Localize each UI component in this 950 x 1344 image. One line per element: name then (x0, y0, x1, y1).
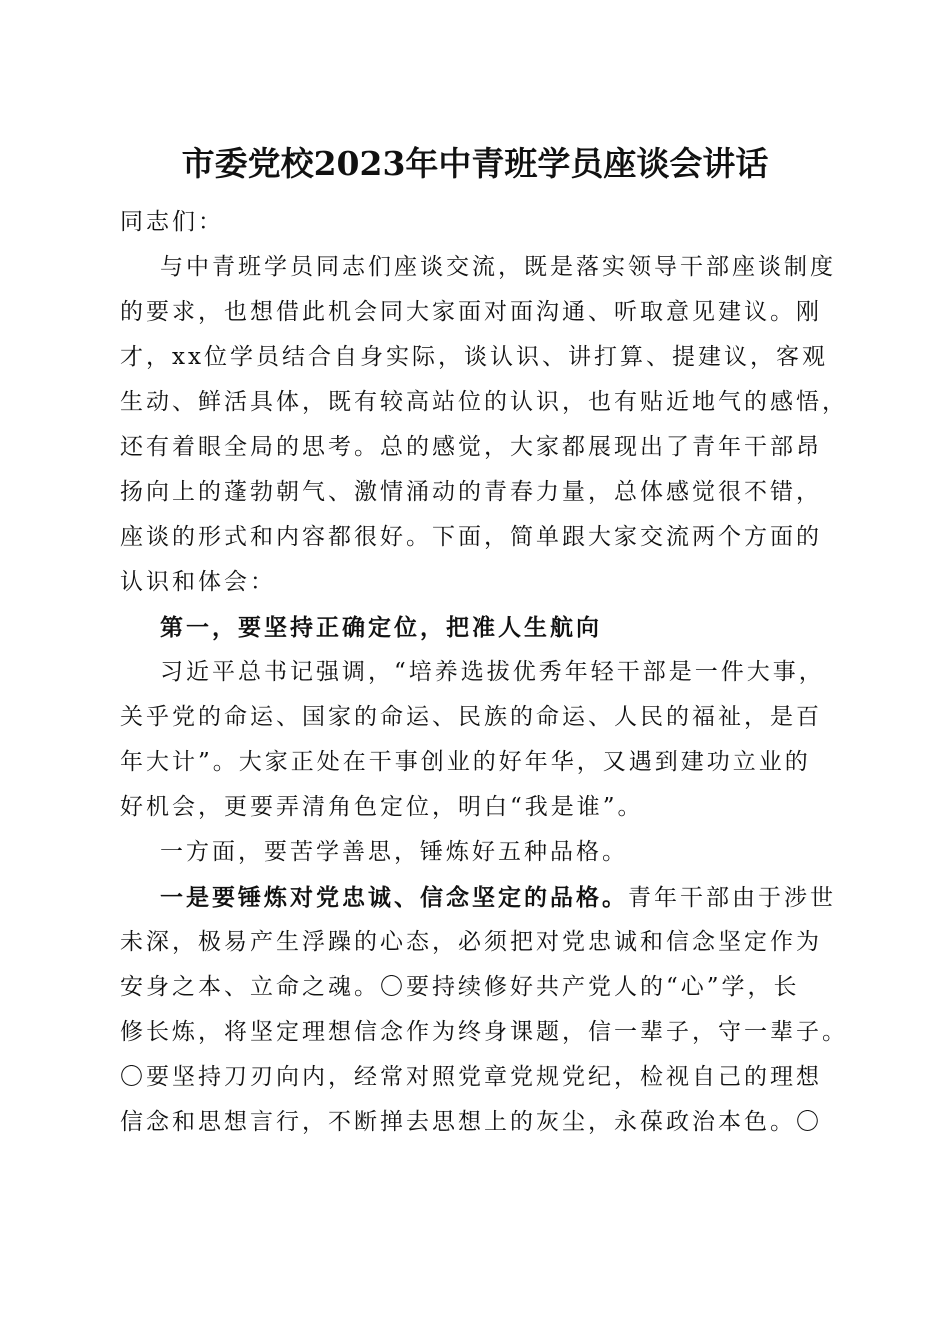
bold-heading: 一是要锤炼对党忠诚、信念坚定的品格。 (160, 884, 628, 911)
text-line (120, 830, 840, 875)
line-text: 的要求，也想借此机会同大家面对面沟通、听取意见建议。刚 (120, 299, 822, 325)
text-line (120, 200, 840, 245)
text-line (120, 425, 840, 470)
text-line (120, 1055, 840, 1100)
text-line (120, 920, 840, 965)
line-text: 修长炼，将坚定理想信念作为终身课题，信一辈子，守一辈子。 (120, 1019, 848, 1045)
text-line (120, 245, 840, 290)
document-body (120, 200, 848, 1145)
text-line (120, 875, 840, 920)
text-line (120, 560, 840, 605)
text-line (120, 380, 848, 425)
bold-heading: 第一，要坚持正确定位，把准人生航向 (160, 614, 602, 641)
line-text: 认识和体会： (120, 569, 276, 595)
text-line (120, 470, 840, 515)
line-text: 好机会，更要弄清角色定位，明白“我是谁”。 (120, 794, 644, 820)
line-text: 还有着眼全局的思考。总的感觉，大家都展现出了青年干部昂 (120, 434, 822, 460)
document-title: 市委党校2023年中青班学员座谈会讲话 (181, 144, 769, 183)
text-line (120, 695, 840, 740)
line-text: 习近平总书记强调，“培养选拔优秀年轻干部是一件大事， (160, 659, 825, 685)
line-text: 未深，极易产生浮躁的心态，必须把对党忠诚和信念坚定作为 (120, 929, 822, 955)
line-text: 信念和思想言行，不断掸去思想上的灰尘，永葆政治本色。〇 (120, 1109, 822, 1135)
text-line (120, 605, 840, 650)
text-line (120, 1010, 848, 1055)
text-line (120, 335, 840, 380)
text-line (120, 1100, 840, 1145)
text-line (120, 290, 840, 335)
text-line (120, 965, 840, 1010)
line-text: 一方面，要苦学善思，锤炼好五种品格。 (160, 839, 628, 865)
line-text: 生动、鲜活具体，既有较高站位的认识，也有贴近地气的感悟， (120, 389, 848, 415)
text-line (120, 785, 840, 830)
line-text: 与中青班学员同志们座谈交流，既是落实领导干部座谈制度 (160, 254, 836, 280)
text-line (120, 515, 840, 560)
line-text: 同志们： (120, 209, 224, 235)
line-text: 扬向上的蓬勃朝气、激情涌动的青春力量，总体感觉很不错， (120, 479, 822, 505)
line-text: 〇要坚持刀刃向内，经常对照党章党规党纪，检视自己的理想 (120, 1064, 822, 1090)
line-text: 年大计”。大家正处在干事创业的好年华，又遇到建功立业的 (120, 749, 811, 775)
line-text: 座谈的形式和内容都很好。下面，简单跟大家交流两个方面的 (120, 524, 822, 550)
line-text: 安身之本、立命之魂。〇要持续修好共产党人的“心”学，长 (120, 974, 800, 1000)
line-text: 关乎党的命运、国家的命运、民族的命运、人民的福祉，是百 (120, 704, 822, 730)
text-line (120, 650, 840, 695)
line-text: 青年干部由于涉世 (628, 885, 836, 911)
text-line (120, 740, 840, 785)
line-text: 才，xx位学员结合自身实际，谈认识、讲打算、提建议，客观 (120, 344, 828, 370)
